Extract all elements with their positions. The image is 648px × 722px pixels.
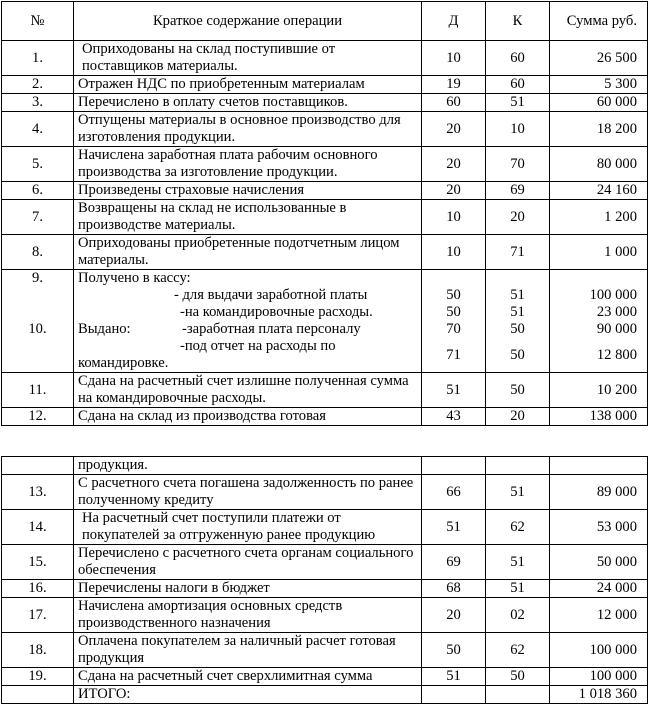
row-credit: 60 [486, 41, 550, 76]
row-sum: 10 200 [550, 373, 648, 408]
row-debit: 20 [422, 598, 486, 633]
table-row [2, 41, 648, 76]
row-num: 14. [2, 510, 74, 545]
row-num: 4. [2, 112, 74, 147]
table-row [2, 580, 648, 598]
row-num: 15. [2, 545, 74, 580]
table-row [2, 457, 648, 475]
table-header [2, 2, 648, 41]
row-sum: 100 000 [550, 633, 648, 668]
row-credit: 50 [486, 668, 550, 686]
row-credit: 60 [486, 76, 550, 94]
row-text: Перечислены налоги в бюджет [74, 580, 422, 598]
row-text: Сдана на склад из производства готовая [74, 408, 422, 426]
row-credit: 51 [486, 545, 550, 580]
row-sum: 138 000 [550, 408, 648, 426]
row-text: Сдана на расчетный счет сверхлимитная сумма [74, 668, 422, 686]
total-row [2, 686, 648, 704]
row-debit: 69 [422, 545, 486, 580]
row-num: 5. [2, 147, 74, 182]
row-text: На расчетный счет поступили платежи от покупателей за отгруженную ранее продукцию [74, 510, 422, 545]
row-text: Оплачена покупателем за наличный расчет готовая продукция [74, 633, 422, 668]
row-debit: 68 [422, 580, 486, 598]
row-sum: 26 500 [550, 41, 648, 76]
row-sum: 100 000 [550, 668, 648, 686]
row-credit: 50 [486, 373, 550, 408]
row-debit: 51 [422, 510, 486, 545]
row-text: Получено в кассу: [74, 270, 422, 288]
row-credit: 71 [486, 235, 550, 270]
row-num: 9. [2, 270, 74, 288]
row-text: -под отчет на расходы по [180, 338, 336, 354]
row-label: Выдано: [78, 321, 131, 337]
row-num: 11. [2, 373, 74, 408]
operations-table-continued [1, 456, 648, 704]
row-sum: 5 300 [550, 76, 648, 94]
table-row [2, 76, 648, 94]
row-text: Оприходованы приобретенные подотчетным лицом материалы. [74, 235, 422, 270]
row-num: 16. [2, 580, 74, 598]
row-debit: 19 [422, 76, 486, 94]
row-debit: 60 [422, 94, 486, 112]
table-row [2, 633, 648, 668]
row-text: продукция. [74, 457, 422, 475]
row-debit: 66 [422, 475, 486, 510]
total-sum: 1 018 360 [550, 686, 648, 704]
table-row [2, 373, 648, 408]
row-credit: 51 [486, 304, 550, 321]
table-row [2, 112, 648, 147]
table-row [2, 182, 648, 200]
row-sum: 12 800 [550, 338, 648, 373]
table-row [2, 235, 648, 270]
table-row [2, 94, 648, 112]
row-credit: 50 [486, 321, 550, 338]
row-debit: 51 [422, 373, 486, 408]
row-text: Начислена заработная плата рабочим основного производства за изготовление продукции. [74, 147, 422, 182]
row-text: Отражен НДС по приобретенным материалам [74, 76, 422, 94]
row-num: 17. [2, 598, 74, 633]
row-text: Начислена амортизация основных средств производственного назначения [74, 598, 422, 633]
table-row [2, 200, 648, 235]
row-text-continued: командировке. [78, 355, 169, 371]
row-credit: 70 [486, 147, 550, 182]
header-sum: Сумма руб. [550, 2, 648, 41]
row-num: 8. [2, 235, 74, 270]
row-text: Перечислено в оплату счетов поставщиков. [74, 94, 422, 112]
table-row [2, 598, 648, 633]
row-debit: 70 [422, 321, 486, 338]
row-text: Оприходованы на склад поступившие от поставщиков материалы. [74, 41, 422, 76]
row-credit: 69 [486, 182, 550, 200]
row-sum: 23 000 [550, 304, 648, 321]
row-text: Отпущены материалы в основное производство для изготовления продукции. [74, 112, 422, 147]
row-num: 7. [2, 200, 74, 235]
table-row [2, 668, 648, 686]
row-sum: 89 000 [550, 475, 648, 510]
row-sum: 1 200 [550, 200, 648, 235]
row-text: Произведены страховые начисления [74, 182, 422, 200]
row-text: - для выдачи заработной платы [74, 287, 422, 304]
table-row [2, 270, 648, 288]
total-label: ИТОГО: [74, 686, 422, 704]
row-text: -заработная плата персоналу [182, 321, 361, 337]
page-break [0, 448, 648, 456]
row-sum: 18 200 [550, 112, 648, 147]
row-debit: 51 [422, 668, 486, 686]
row-debit: 50 [422, 287, 486, 304]
row-text: -на командировочные расходы. [74, 304, 422, 321]
row-credit: 51 [486, 580, 550, 598]
table-row [2, 338, 648, 373]
row-credit: 62 [486, 633, 550, 668]
operations-table [1, 1, 648, 426]
row-debit: 50 [422, 304, 486, 321]
row-debit: 20 [422, 147, 486, 182]
table-row [2, 304, 648, 321]
table-row [2, 287, 648, 304]
table-row [2, 147, 648, 182]
row-sum: 24 160 [550, 182, 648, 200]
row-sum: 80 000 [550, 147, 648, 182]
row-debit: 43 [422, 408, 486, 426]
row-sum: 100 000 [550, 287, 648, 304]
table-row [2, 545, 648, 580]
row-sum: 60 000 [550, 94, 648, 112]
row-sum: 90 000 [550, 321, 648, 338]
table-row [2, 475, 648, 510]
header-num: № [2, 2, 74, 41]
row-sum: 12 000 [550, 598, 648, 633]
row-num: 12. [2, 408, 74, 426]
row-text: Перечислено с расчетного счета органам социального обеспечения [74, 545, 422, 580]
table-row [2, 321, 648, 338]
header-credit: К [486, 2, 550, 41]
row-credit: 51 [486, 287, 550, 304]
row-num: 10. [2, 321, 74, 338]
row-credit: 51 [486, 94, 550, 112]
row-sum: 24 000 [550, 580, 648, 598]
row-num: 13. [2, 475, 74, 510]
row-num: 1. [2, 41, 74, 76]
row-credit: 20 [486, 200, 550, 235]
row-num: 19. [2, 668, 74, 686]
row-debit: 71 [422, 338, 486, 373]
row-num: 18. [2, 633, 74, 668]
table-row [2, 510, 648, 545]
row-credit: 02 [486, 598, 550, 633]
table-row [2, 408, 648, 426]
row-sum: 1 000 [550, 235, 648, 270]
header-description: Краткое содержание операции [74, 2, 422, 41]
row-credit: 51 [486, 475, 550, 510]
row-credit: 20 [486, 408, 550, 426]
row-credit: 62 [486, 510, 550, 545]
row-sum: 50 000 [550, 545, 648, 580]
row-sum: 53 000 [550, 510, 648, 545]
row-credit: 10 [486, 112, 550, 147]
row-debit: 50 [422, 633, 486, 668]
row-debit: 10 [422, 200, 486, 235]
row-debit: 20 [422, 112, 486, 147]
row-text: Возвращены на склад не использованные в производстве материалы. [74, 200, 422, 235]
row-debit: 20 [422, 182, 486, 200]
row-num: 3. [2, 94, 74, 112]
row-debit: 10 [422, 235, 486, 270]
header-debit: Д [422, 2, 486, 41]
row-debit: 10 [422, 41, 486, 76]
row-text: Сдана на расчетный счет излишне полученная сумма на командировочные расходы. [74, 373, 422, 408]
row-num: 6. [2, 182, 74, 200]
row-credit: 50 [486, 338, 550, 373]
row-text: С расчетного счета погашена задолженность по ранее полученному кредиту [74, 475, 422, 510]
row-num: 2. [2, 76, 74, 94]
